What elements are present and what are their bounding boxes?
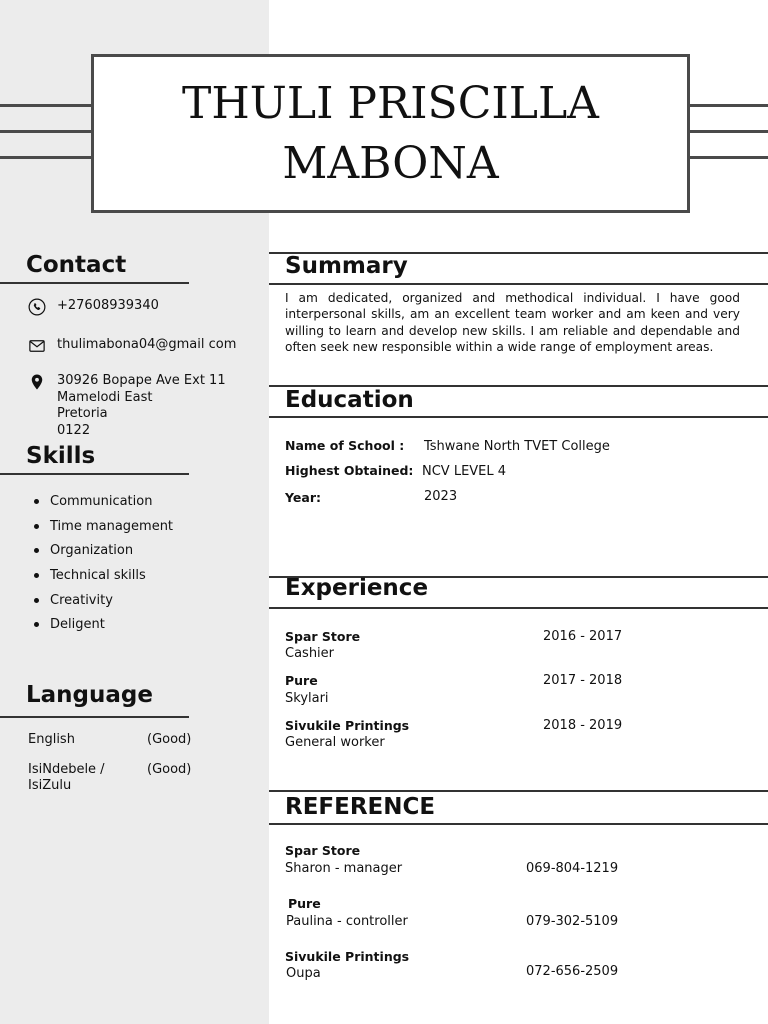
reference-person: Oupa <box>286 966 321 981</box>
highest-value: NCV LEVEL 4 <box>422 464 507 479</box>
experience-dates: 2018 - 2019 <box>543 718 623 733</box>
contact-email: thulimabona04@gmail com <box>57 337 237 352</box>
list-item: Organization <box>34 538 173 563</box>
list-item: Creativity <box>34 588 173 613</box>
summary-text: I am dedicated, organized and methodical individual. I have good interpersonal skills, am an excellent team worker and am keen and very willing to learn and develop new skills. I am reliable and dependable and often seek new responsible within a wide range of employment areas. <box>285 291 740 355</box>
header-line-left-3 <box>0 156 91 159</box>
experience-heading: Experience <box>285 575 429 601</box>
header-line-left-2 <box>0 130 91 133</box>
contact-address-row <box>28 373 226 439</box>
mail-icon <box>28 337 46 355</box>
language-name: English <box>28 732 75 747</box>
contact-email-row <box>28 337 236 355</box>
reference-heading: REFERENCE <box>285 794 436 820</box>
reference-company: Spar Store <box>285 843 361 858</box>
address-line-4: 0122 <box>57 422 91 438</box>
experience-company: Pure <box>285 673 318 688</box>
reference-person: Paulina - controller <box>286 914 408 929</box>
phone-icon <box>28 298 46 316</box>
education-rule-bottom <box>269 416 768 418</box>
experience-company: Sivukile Printings <box>285 718 410 733</box>
language-name: IsiNdebele / IsiZulu <box>28 762 105 793</box>
language-level: (Good) <box>147 732 192 747</box>
summary-rule-bottom <box>269 283 768 285</box>
contact-rule <box>0 282 189 284</box>
name-header-box <box>91 54 690 213</box>
experience-role: Skylari <box>285 691 329 706</box>
contact-phone-row <box>28 298 159 316</box>
skills-list <box>34 489 173 637</box>
reference-rule-top <box>269 790 768 792</box>
list-item: Deligent <box>34 612 173 637</box>
education-heading: Education <box>285 387 414 413</box>
highest-label: Highest Obtained: <box>285 463 414 478</box>
reference-phone: 079-302-5109 <box>526 914 619 929</box>
address-line-1: 30926 Bopape Ave Ext 11 <box>57 373 226 388</box>
location-pin-icon <box>28 373 46 391</box>
experience-role: General worker <box>285 735 385 750</box>
reference-company: Sivukile Printings <box>285 949 410 964</box>
language-row <box>28 732 191 748</box>
experience-company: Spar Store <box>285 629 361 644</box>
experience-dates: 2016 - 2017 <box>543 629 623 644</box>
name-first: THULI PRISCILLA <box>182 77 599 129</box>
contact-phone: +27608939340 <box>57 298 159 313</box>
contact-address <box>57 373 226 439</box>
list-item: Technical skills <box>34 563 173 588</box>
address-line-2: Mamelodi East <box>57 389 153 405</box>
reference-phone: 069-804-1219 <box>526 861 619 876</box>
school-value: Tshwane North TVET College <box>424 439 610 454</box>
header-line-left-1 <box>0 104 91 107</box>
language-rule <box>0 716 189 718</box>
reference-phone: 072-656-2509 <box>526 964 619 979</box>
experience-role: Cashier <box>285 646 335 661</box>
list-item: Time management <box>34 514 173 539</box>
reference-person: Sharon - manager <box>285 861 403 876</box>
experience-rule-bottom <box>269 607 768 609</box>
summary-heading: Summary <box>285 253 408 279</box>
header-line-right-1 <box>690 104 768 107</box>
name-last: MABONA <box>282 137 499 189</box>
header-line-right-2 <box>690 130 768 133</box>
header-line-right-3 <box>690 156 768 159</box>
school-label: Name of School : <box>285 438 405 453</box>
list-item: Communication <box>34 489 173 514</box>
reference-rule-bottom <box>269 823 768 825</box>
language-row <box>28 762 191 794</box>
skills-rule <box>0 473 189 475</box>
year-value: 2023 <box>424 489 458 504</box>
address-line-3: Pretoria <box>57 406 108 421</box>
experience-dates: 2017 - 2018 <box>543 673 623 688</box>
year-label: Year: <box>285 490 321 505</box>
language-heading: Language <box>26 682 153 708</box>
reference-company: Pure <box>288 896 321 911</box>
skills-heading: Skills <box>26 443 96 469</box>
contact-heading: Contact <box>26 252 127 278</box>
language-level: (Good) <box>147 762 192 777</box>
